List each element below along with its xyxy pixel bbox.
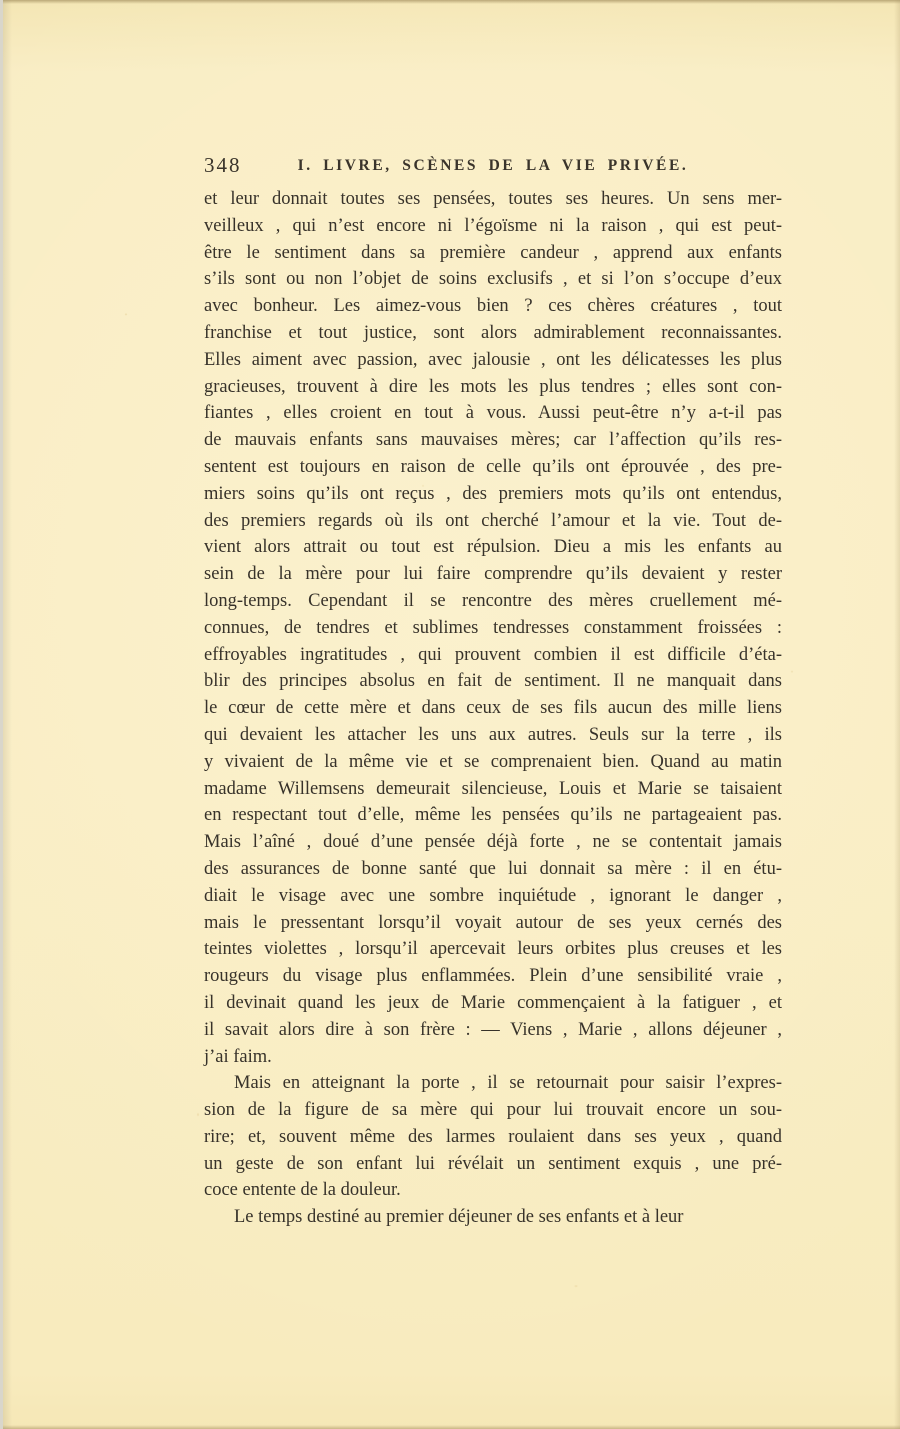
text-line: avec bonheur. Les aimez-vous bien ? ces chères créatures , tout [204, 296, 782, 317]
text-line: et leur donnait toutes ses pensées, toutes ses heures. Un sens mer- [204, 189, 782, 209]
text-line: sentent est toujours en raison de celle qu’ils ont éprouvée , des pre- [204, 456, 782, 477]
text-line: rire; et, souvent même des larmes roulaient dans ses yeux , quand [204, 1126, 782, 1147]
text-line: diait le visage avec une sombre inquiétude , ignorant le danger , [204, 885, 782, 906]
text-line: veilleux , qui n’est encore ni l’égoïsme ni la raison , qui est peut- [204, 215, 782, 236]
text-line: un geste de son enfant lui révélait un sentiment exquis , une pré- [204, 1153, 782, 1174]
text-line: des premiers regards où ils ont cherché l’amour et la vie. Tout de- [204, 510, 782, 531]
text-line: fiantes , elles croient en tout à vous. Aussi peut-être n’y a-t-il pas [204, 403, 782, 424]
text-line: madame Willemsens demeurait silencieuse, Louis et Marie se taisaient [204, 778, 782, 799]
text-line: mais le pressentant lorsqu’il voyait autour de ses yeux cernés des [204, 912, 782, 933]
text-line: blir des principes absolus en fait de sentiment. Il ne manquait dans [204, 671, 782, 692]
text-line: miers soins qu’ils ont reçus , des premiers mots qu’ils ont entendus, [204, 483, 782, 504]
text-line: sion de la figure de sa mère qui pour lui trouvait encore un sou- [204, 1100, 782, 1121]
text-line: effroyables ingratitudes , qui prouvent combien il est difficile d’éta- [204, 644, 782, 665]
text-line: il savait alors dire à son frère : — Viens , Marie , allons déjeuner , [204, 1019, 782, 1040]
paragraph [204, 1204, 782, 1231]
scan-edge-top [0, 0, 900, 4]
paragraph [204, 186, 782, 1070]
text-line: qui devaient les attacher les uns aux autres. Seuls sur la terre , ils [204, 724, 782, 745]
text-line: sein de la mère pour lui faire comprendre qu’ils devaient y rester [204, 564, 782, 585]
text-line: Mais l’aîné , doué d’une pensée déjà forte , ne se contentait jamais [204, 832, 782, 853]
text-line: des assurances de bonne santé que lui donnait sa mère : il en étu- [204, 858, 782, 879]
text-line: Le temps destiné au premier déjeuner de ses enfants et à leur [234, 1207, 684, 1228]
page-number: 348 [204, 153, 242, 177]
text-line: le cœur de cette mère et dans ceux de ses fils aucun des mille liens [204, 698, 782, 719]
text-line: il devinait quand les jeux de Marie commençaient à la fatiguer , et [204, 992, 782, 1013]
text-line: franchise et tout justice, sont alors admirablement reconnaissantes. [204, 322, 782, 343]
text-line: connues, de tendres et sublimes tendresses constamment froissées : [204, 617, 782, 638]
body-text [204, 186, 782, 1231]
text-line: y vivaient de la même vie et se comprenaient bien. Quand au matin [204, 751, 782, 772]
text-line: rougeurs du visage plus enflammées. Plein d’une sensibilité vraie , [204, 966, 782, 987]
text-line: vient alors attrait ou tout est répulsion. Dieu a mis les enfants au [204, 537, 782, 558]
scan-edge-bottom [0, 1425, 900, 1429]
text-line: j’ai faim. [204, 1046, 272, 1067]
text-line: Elles aiment avec passion, avec jalousie , ont les délicatesses les plus [204, 349, 782, 370]
running-title: I. LIVRE, SCÈNES DE LA VIE PRIVÉE. [297, 157, 689, 174]
text-line: gracieuses, trouvent à dire les mots les plus tendres ; elles sont con- [204, 376, 782, 397]
text-line: être le sentiment dans sa première candeur , apprend aux enfants [204, 242, 782, 263]
text-line: Mais en atteignant la porte , il se retournait pour saisir l’expres- [234, 1073, 782, 1094]
text-line: s’ils sont ou non l’objet de soins exclusifs , et si l’on s’occupe d’eux [204, 269, 782, 290]
paragraph [204, 1070, 782, 1204]
text-line: de mauvais enfants sans mauvaises mères; car l’affection qu’ils res- [204, 430, 782, 451]
text-line: coce entente de la douleur. [204, 1180, 401, 1201]
scan-edge-right-shadow [894, 0, 900, 1429]
text-line: teintes violettes , lorsqu’il apercevait leurs orbites plus creuses et les [204, 939, 782, 960]
running-header [204, 153, 782, 181]
scan-edge-left-shadow [3, 0, 12, 1429]
text-line: long-temps. Cependant il se rencontre des mères cruellement mé- [204, 590, 782, 611]
text-line: en respectant tout d’elle, même les pensées qu’ils ne partageaient pas. [204, 805, 782, 826]
